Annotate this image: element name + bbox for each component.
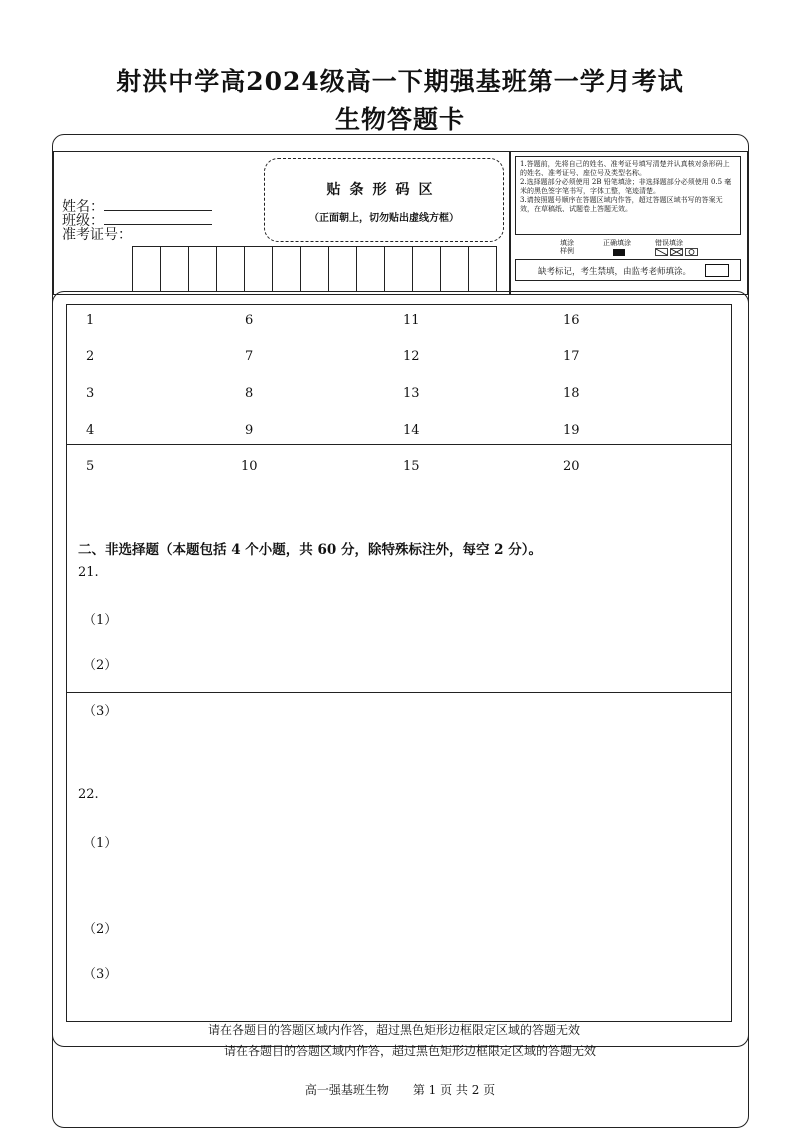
question-number: 18 bbox=[563, 386, 580, 401]
question-21-label: 21. bbox=[78, 565, 99, 580]
id-cell[interactable] bbox=[245, 246, 273, 292]
question-21-part-1: （1） bbox=[83, 613, 118, 628]
question-number: 17 bbox=[563, 349, 580, 364]
id-cell[interactable] bbox=[441, 246, 469, 292]
question-number: 12 bbox=[403, 349, 420, 364]
id-cell[interactable] bbox=[217, 246, 245, 292]
class-label: 班级： bbox=[62, 213, 104, 229]
absent-mark-checkbox[interactable] bbox=[705, 264, 729, 277]
absent-mark-text: 缺考标记，考生禁填，由监考老师填涂。 bbox=[538, 267, 692, 277]
question-number: 15 bbox=[403, 459, 420, 474]
wrong-fill-marks bbox=[655, 248, 699, 257]
question-number: 6 bbox=[245, 313, 254, 328]
answer-inner-frame bbox=[66, 304, 732, 1022]
wrong-fill-label: 错误填涂 bbox=[655, 239, 683, 247]
question-number: 1 bbox=[86, 313, 95, 328]
question-number: 4 bbox=[86, 423, 95, 438]
id-cell[interactable] bbox=[301, 246, 329, 292]
question-number: 5 bbox=[86, 459, 95, 474]
id-cell[interactable] bbox=[329, 246, 357, 292]
barcode-area bbox=[264, 158, 504, 242]
exam-id-grid bbox=[132, 246, 497, 292]
fill-example-row bbox=[515, 238, 741, 258]
id-cell[interactable] bbox=[273, 246, 301, 292]
id-cell[interactable] bbox=[357, 246, 385, 292]
barcode-subtitle: （正面朝上，切勿贴出虚线方框） bbox=[309, 213, 459, 224]
question-21-part-3: （3） bbox=[83, 704, 118, 719]
correct-fill-mark bbox=[613, 249, 625, 256]
question-number: 14 bbox=[403, 423, 420, 438]
question-number: 2 bbox=[86, 349, 95, 364]
question-22-part-3: （3） bbox=[83, 967, 118, 982]
section-2-title: 二、非选择题（本题包括 4 个小题，共 60 分，除特殊标注外，每空 2 分）。 bbox=[78, 542, 543, 558]
question-number: 3 bbox=[86, 386, 95, 401]
question-number: 9 bbox=[245, 423, 254, 438]
absent-mark-box bbox=[515, 259, 741, 281]
notice-item: 1.答题前，先将自己的姓名、准考证号填写清楚并认真核对条形码上的姓名、准考证号、座位号及类型名称。 bbox=[520, 160, 730, 177]
name-line[interactable] bbox=[104, 210, 212, 211]
question-number: 11 bbox=[403, 313, 420, 328]
question-number: 16 bbox=[563, 313, 580, 328]
answer-area-warning-repeat: 请在各题目的答题区域内作答，超过黑色矩形边框限定区域的答题无效 bbox=[223, 1044, 596, 1058]
barcode-title: 贴条形码区 bbox=[326, 182, 442, 198]
id-label: 准考证号： bbox=[62, 227, 132, 243]
question-21-part-2: （2） bbox=[83, 658, 118, 673]
id-cell[interactable] bbox=[133, 246, 161, 292]
name-label: 姓名： bbox=[62, 199, 104, 215]
question-number: 13 bbox=[403, 386, 420, 401]
question-number: 20 bbox=[563, 459, 580, 474]
question-22-part-1: （1） bbox=[83, 836, 118, 851]
question-22-part-2: （2） bbox=[83, 922, 118, 937]
question-number: 8 bbox=[245, 386, 254, 401]
divider-line bbox=[66, 444, 732, 445]
notice-box bbox=[515, 156, 741, 235]
notice-item: 2.选择题部分必须使用 2B 铅笔填涂；非选择题部分必须使用 0.5 毫米的黑色签字笔书写，字体工整，笔迹清楚。 bbox=[520, 178, 732, 195]
correct-fill-label: 正确填涂 bbox=[603, 239, 631, 247]
id-cell[interactable] bbox=[385, 246, 413, 292]
answer-sheet-title: 生物答题卡 bbox=[334, 105, 465, 134]
id-cell[interactable] bbox=[469, 246, 497, 292]
id-cell[interactable] bbox=[189, 246, 217, 292]
divider-line bbox=[66, 692, 732, 693]
question-number: 7 bbox=[245, 349, 254, 364]
notice-item: 3.请按照题号顺序在答题区域内作答，超过答题区域书写的答案无效，在草稿纸、试题卷上答题无效。 bbox=[520, 196, 723, 213]
answer-area-warning: 请在各题目的答题区域内作答，超过黑色矩形边框限定区域的答题无效 bbox=[207, 1023, 580, 1037]
fill-example-label: 填涂样例 bbox=[560, 239, 574, 255]
id-cell[interactable] bbox=[413, 246, 441, 292]
question-number: 19 bbox=[563, 423, 580, 438]
question-22-label: 22. bbox=[78, 787, 99, 802]
id-cell[interactable] bbox=[161, 246, 189, 292]
exam-title: 射洪中学高2024级高一下期强基班第一学月考试 bbox=[116, 67, 684, 96]
question-number: 10 bbox=[241, 459, 258, 474]
page-footer: 高一强基班生物 第 1 页 共 2 页 bbox=[304, 1083, 496, 1097]
